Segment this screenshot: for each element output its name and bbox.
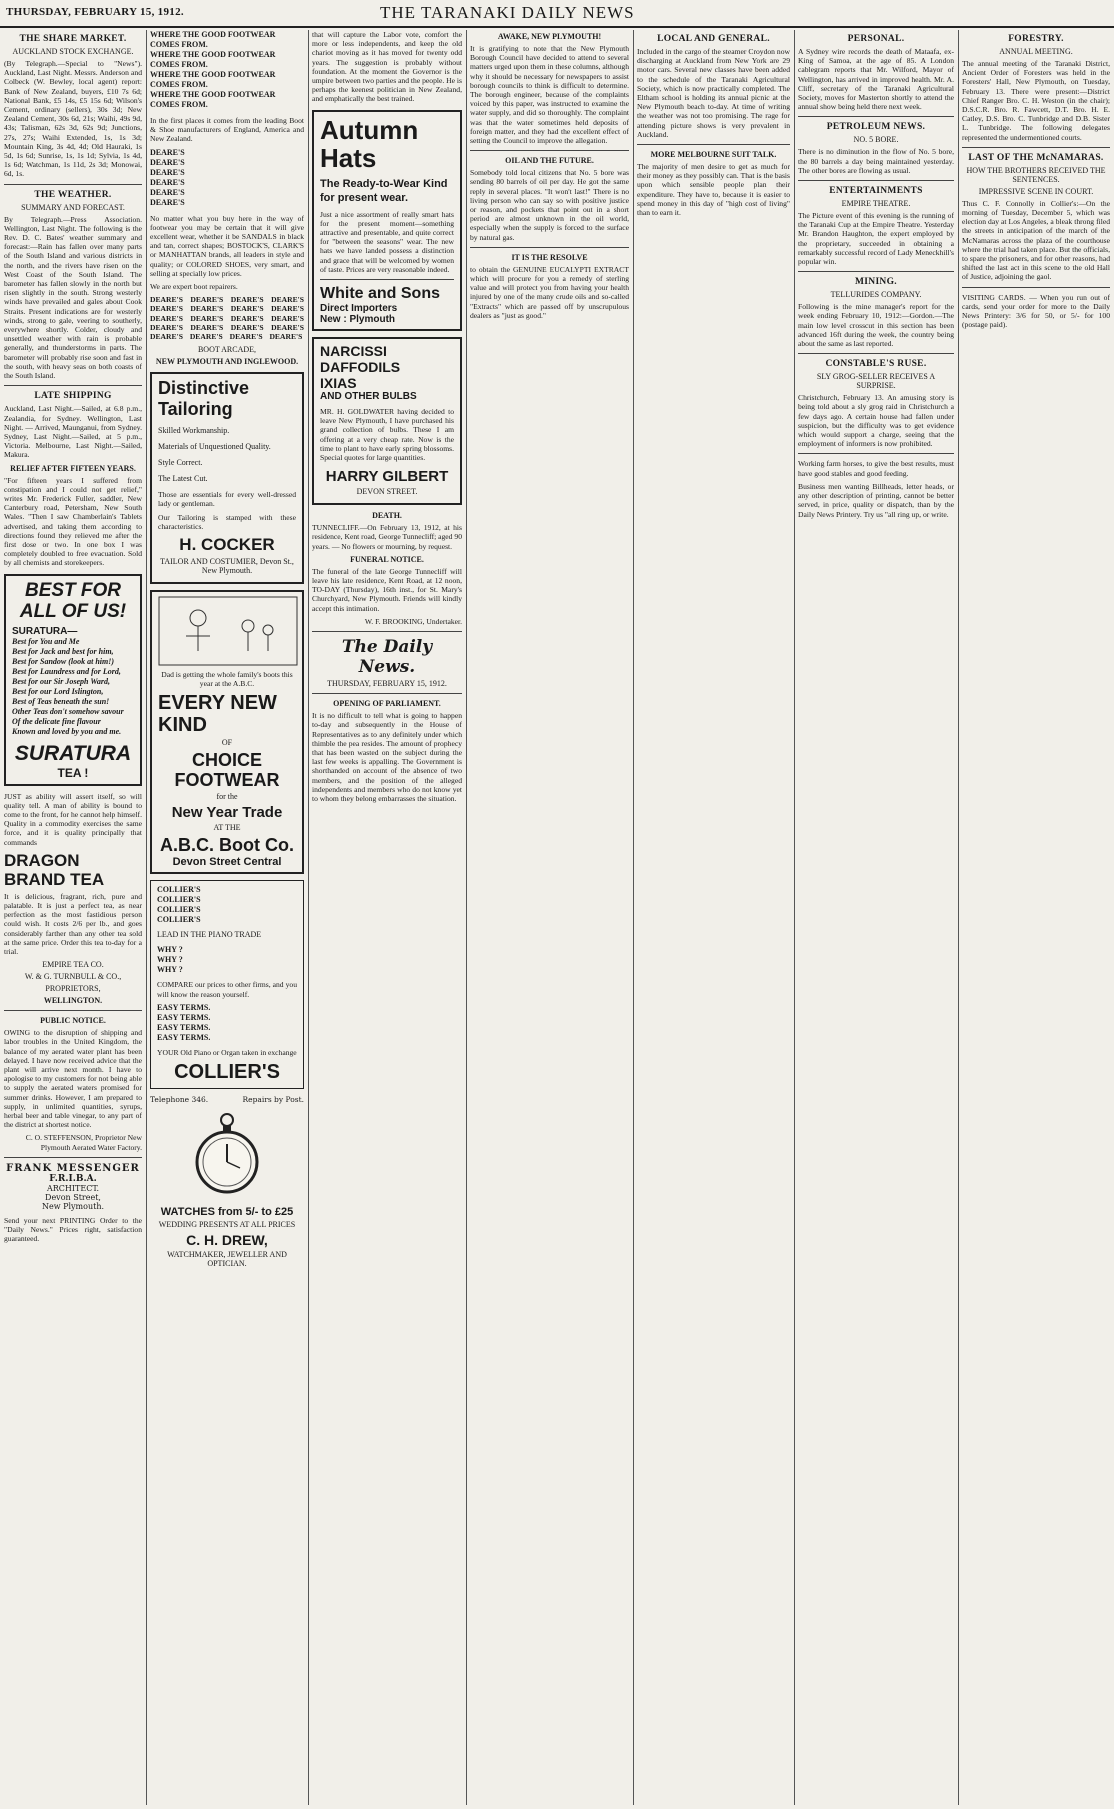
- forestry-heading: FORESTRY.: [1008, 34, 1064, 44]
- easy-4: EASY TERMS.: [157, 1032, 211, 1042]
- suratura-brand: SURATURA: [14, 741, 132, 765]
- footwear-line-3: WHERE THE GOOD FOOTWEAR COMES FROM.: [150, 70, 276, 89]
- mining-heading: MINING.: [855, 277, 897, 288]
- printing-notice: Send your next PRINTING Order to the "Daily News." Prices right, satisfaction guaranteed.: [4, 1215, 142, 1244]
- masthead: [0, 0, 1114, 28]
- telephone-text: Telephone 346.: [150, 1095, 209, 1105]
- tailoring-item-1: Skilled Workmanship.: [158, 426, 230, 436]
- every-new-kind: EVERY NEW KIND: [158, 692, 277, 737]
- visiting-cards-text: VISITING CARDS. — When you run out of cards, send your order for more to the Daily News Printery: 3/6 for 50, or 5/- for 100 (postage paid).: [962, 292, 1110, 330]
- tailoring-item-4: The Latest Cut.: [158, 474, 208, 484]
- constable-text: Christchurch, February 13. An amusing story is being told about a sly grog raid in Christchurch a few days ago. A certain house had fallen under suspicion, but the difficulty was to get evidence which would support a charge, seeing that the employment of informers is now prohibited.: [798, 393, 954, 449]
- architect-title: ARCHITECT.: [46, 1183, 100, 1193]
- suratura-tea: TEA !: [57, 765, 89, 780]
- collier-line-4: COLLIER'S: [157, 915, 201, 925]
- tailoring-title: Distinctive Tailoring: [158, 378, 250, 420]
- drew-name: C. H. DREW,: [186, 1232, 268, 1249]
- harry-location: DEVON STREET.: [356, 487, 418, 497]
- bulbs-advert: [312, 337, 462, 505]
- deares-a-1: DEARE'S: [150, 147, 185, 157]
- abc-boot-co: A.B.C. Boot Co.: [160, 835, 294, 856]
- tailoring-note: Those are essentials for every well-dressed lady or gentleman.: [158, 490, 296, 509]
- masthead-title: THE TARANAKI DAILY NEWS: [380, 3, 635, 22]
- pocket-watch-icon: [192, 1110, 262, 1200]
- deares-a-6: DEARE'S: [150, 197, 185, 207]
- divider: [470, 150, 629, 151]
- bulb-line-4: AND OTHER BULBS: [320, 391, 417, 403]
- cocker-sub: TAILOR AND COSTUMIER, Devon St., New Plymouth.: [160, 557, 294, 576]
- masthead-date: THURSDAY, FEBRUARY 15, 1912.: [6, 6, 184, 18]
- impressive-scene: IMPRESSIVE SCENE IN COURT.: [978, 186, 1094, 196]
- goldwater-text: MR. H. GOLDWATER having decided to leave New Plymouth, I have purchased his grand collection of bulbs. These I am offering at a very cheap rate. Now is the time to plant to have early spring blossoms. Special quotes for large quantities.: [320, 407, 454, 463]
- column-5: [637, 30, 790, 1805]
- white-location: New : Plymouth: [320, 314, 396, 326]
- suratura-verse-6: Best for our Lord Islington,: [12, 686, 104, 696]
- architect-name: FRANK MESSENGER: [6, 1162, 140, 1174]
- parliament-heading: OPENING OF PARLIAMENT.: [333, 699, 441, 709]
- compare-text: COMPARE our prices to other firms, and you will know the reason yourself.: [157, 980, 297, 999]
- suit-talk-text: The majority of men desire to get as much for their money as they possibly can. That is the basis upon which sensible people plan their expenditure. They have to, because it is easier to spend money in this day of "high cost of living" than to earn it.: [637, 162, 790, 218]
- public-notice-signature: C. O. STEFFENSON, Proprietor New Plymouth Aerated Water Factory.: [25, 1133, 142, 1152]
- boot-town: NEW PLYMOUTH AND INGLEWOOD.: [155, 357, 299, 367]
- ready-to-wear: The Ready-to-Wear Kind for present wear.: [320, 177, 448, 204]
- divider: [470, 247, 629, 248]
- death-heading: DEATH.: [372, 511, 402, 521]
- easy-1: EASY TERMS.: [157, 1002, 211, 1012]
- just-as-text: JUST as ability will assert itself, so will quality tell. A man of ability is bound to come to the front, for he cannot help himself. Quality in a commodity exercises the same force, and it is quality principally that commands: [4, 791, 142, 847]
- footwear-line-2: WHERE THE GOOD FOOTWEAR COMES FROM.: [150, 50, 276, 69]
- empire-line-2: W. & G. TURNBULL & CO.,: [24, 972, 122, 982]
- oil-heading: OIL AND THE FUTURE.: [505, 156, 594, 166]
- mining-text: Following is the mine manager's report for the week ending February 10, 1912:—Gordon.—The main low level crosscut in this section has been advanced 16ft during the week, the country being about the same as last reported.: [798, 302, 954, 349]
- relief-heading: RELIEF AFTER FIFTEEN YEARS.: [10, 463, 136, 473]
- weather-heading: THE WEATHER.: [34, 189, 112, 200]
- petroleum-text: There is no diminution in the flow of No. 5 bore, the 80 barrels a day being maintained yesterday. The other bores are flowing as usual.: [798, 147, 954, 175]
- first-places-text: In the first places it comes from the leading Boot & Shoe manufacturers of England, America and New Zealand.: [150, 116, 304, 144]
- abc-caption: Dad is getting the whole family's boots this year at the A.B.C.: [161, 670, 293, 689]
- awake-heading: AWAKE, NEW PLYMOUTH!: [497, 32, 602, 41]
- divider: [4, 184, 142, 185]
- tailoring-stamp: Our Tailoring is stamped with these characteristics.: [158, 512, 296, 531]
- dragon-brand: DRAGON BRAND TEA: [4, 850, 105, 889]
- easy-3: EASY TERMS.: [157, 1022, 211, 1032]
- wedding-line: WEDDING PRESENTS AT ALL PRICES: [158, 1220, 296, 1230]
- divider: [312, 631, 462, 632]
- empire-line-3: PROPRIETORS,: [45, 984, 101, 994]
- family-illustration: [158, 596, 298, 666]
- white-sons-name: White and Sons: [320, 285, 440, 303]
- parliament-text: It is no difficult to tell what is going to happen to-day and subsequently in the House of Representatives as to any definitely under which thimble the pea resides. The amount of prophecy that has been wasted on the subject during the last few weeks is appalling. The Government is shorthanded on account of the absence of two members, and the position of the alleged independents and members who do not know yet to whom they belong embarrasses the situation.: [312, 711, 462, 803]
- divider: [320, 279, 454, 280]
- choice-footwear: CHOICE FOOTWEAR: [174, 750, 280, 791]
- lead-piano: LEAD IN THE PIANO TRADE: [157, 930, 262, 940]
- petroleum-subheading: NO. 5 BORE.: [853, 135, 899, 145]
- constable-heading: CONSTABLE'S RUSE.: [825, 359, 927, 370]
- column-1: [4, 30, 142, 1805]
- column-rule: [146, 30, 147, 1805]
- deares-a-3: DEARE'S: [150, 167, 185, 177]
- footwear-line-4: WHERE THE GOOD FOOTWEAR COMES FROM.: [150, 90, 276, 109]
- tailoring-advert: [150, 372, 304, 584]
- shipping-heading: LATE SHIPPING: [34, 391, 112, 402]
- share-market-subheading: AUCKLAND STOCK EXCHANGE.: [12, 47, 134, 56]
- share-market-text: (By Telegraph.—Special to "News"). Auckland, Last Night. Messrs. Anderson and Colbeck (W. Bewley, local agent) report: Bank of New Zealand, buyers, £10 7s 6d; National Bank, £5 14s, £5 15s 6d; Wilson's Cement, ordinary (sellers), 30s 3d; New Zealand Cement, 30s 6d, 21s; Waihi, 49s 9d, 43s; Talisman, 62s 3d, 62s 9d; Junctions, 27s, 27s; Waihi Extended, 1s, 1s 3d; Mountain King, 3s 4d, 4d; Old Hauraki, 1s 5d, 1s 6d; Sunrise, 1s, 1s 1d; Sylvia, 1s 4d, 1s 6d; Watchman, 1s 11d, 2s 3d; Monowai, 6d, 1s.: [4, 59, 142, 179]
- divider: [798, 180, 954, 181]
- dragon-text: It is delicious, fragrant, rich, pure and palatable. It is just a perfect tea, as near perfection as the most fastidious person could wish. It costs 2/6 per lb., and goes considerably farther than any other tea sold at the same price. Order this tea to-day for a trial.: [4, 891, 142, 956]
- at-the-text: AT THE: [213, 823, 241, 833]
- divider: [4, 385, 142, 386]
- for-the-text: for the: [216, 792, 238, 802]
- why-3: WHY ?: [157, 965, 183, 975]
- death-text: TUNNECLIFF.—On February 13, 1912, at his residence, Kent road, George Tunnecliff; aged 90 years. — No flowers or mourning, by request.: [312, 523, 462, 551]
- business-printing-text: Business men wanting Billheads, letter heads, or any other description of printing, cannot be better served, in price, quality or dispatch, than by the Daily News Printery. Try us "all ring up, or write.: [798, 481, 954, 519]
- funeral-text: The funeral of the late George Tunnecliff will leave his late residence, Kent Road, at 12 noon, TO-DAY (Thursday), 16th inst., for St. Mary's Churchyard, New Plymouth. Friends will kindly accept this intimation.: [312, 566, 462, 613]
- collier-line-3: COLLIER'S: [157, 905, 201, 915]
- bulb-line-2: DAFFODILS: [320, 359, 401, 376]
- suratura-verse-10: Known and loved by you and me.: [12, 726, 122, 736]
- harry-gilbert: HARRY GILBERT: [325, 468, 449, 486]
- divider: [962, 147, 1110, 148]
- deares-grid: DEARE'S DEARE'S DEARE'S DEARE'S DEARE'S DEARE'S DEARE'S DEARE'S DEARE'S DEARE'S DEARE'S DEARE'S DEARE'S DEARE'S DEARE'S DEARE'S DEARE'S DEARE'S DEARE'S DEARE'S: [150, 295, 304, 342]
- deares-a-5: DEARE'S: [150, 187, 185, 197]
- column-rule: [633, 30, 634, 1805]
- oil-text: Somebody told local citizens that No. 5 bore was sending 80 barrels of oil per day. He got the same reply in several places. "It won't last!" There is no living person who can say so with positive justice or reason, and pockets that point out in a short period are almost unknown in the oil world, especially when the supply is forced to the surface by natural gas.: [470, 168, 629, 242]
- deares-a-4: DEARE'S: [150, 177, 185, 187]
- petroleum-heading: PETROLEUM NEWS.: [826, 122, 926, 133]
- column-6: [798, 30, 954, 1805]
- local-general-text: Included in the cargo of the steamer Croydon now discharging at Auckland from New York are 29 motor cars. Several new classes have been added to the schedule of the Taranaki Agricultural Society, which is now practically completed. The Eltham school is holding its annual picnic at the New Plymouth beach to-day. At time of writing the weather was not too promising. The rage for attending picture shows is very prevalent in Auckland.: [637, 47, 790, 139]
- mcnamaras-heading: LAST OF THE McNAMARAS.: [968, 152, 1104, 163]
- architect-street: Devon Street,: [45, 1192, 101, 1202]
- column-3: [312, 30, 462, 1805]
- abc-location: Devon Street Central: [172, 856, 282, 869]
- boot-arcade: BOOT ARCADE,: [197, 345, 257, 355]
- awake-text: It is gratifying to note that the New Plymouth Borough Council have decided to attend to several matters urged upon them in these columns, although why it should be necessary for newspapers to assist borough councils to think is difficult to determine. The borough engineer, because of the complaints voiced by this paper, was instructed to examine the water supply, and did so thoroughly. The complaint was that the water sometimes held deposits of foreign matter, and they had the excellent effect of setting the Council to improve the allegation.: [470, 44, 629, 146]
- empire-theatre-subheading: EMPIRE THEATRE.: [841, 199, 911, 209]
- abc-advert: [150, 590, 304, 874]
- relief-text: "For fifteen years I suffered from constipation and I could not get relief," writes Mr. Frederick Fuller, saddler, New Canterbury road, Petersham, New South Wales. "Then I saw Chamberlain's Tablets advertised, and taking them according to directions found they relieved me after the first dose or two. In one box I was completely doubled to free evacuation. Sold by all chemists and storekeepers.: [4, 475, 142, 568]
- divider: [962, 287, 1110, 288]
- suratura-verse-2: Best for Jack and best for him,: [12, 646, 114, 656]
- why-1: WHY ?: [157, 945, 183, 955]
- watches-line: WATCHES from 5/- to £25: [160, 1206, 294, 1219]
- entertainments-heading: ENTERTAINMENTS: [829, 186, 923, 197]
- collier-brand: COLLIER'S: [174, 1061, 280, 1084]
- funeral-heading: FUNERAL NOTICE.: [350, 554, 424, 564]
- public-notice-heading: PUBLIC NOTICE.: [40, 1016, 106, 1026]
- column-rule: [466, 30, 467, 1805]
- best-for-all-banner: BEST FOR ALL OF US!: [19, 579, 127, 622]
- constable-subheading: SLY GROG-SELLER RECEIVES A SURPRISE.: [816, 372, 936, 391]
- personal-text: A Sydney wire records the death of Mataafa, ex-King of Samoa, at the age of 85. A London cablegram reports that Mr. Wilford, Mayor of Wellington, has arrived in improved health. Mr. A. Cliff, secretary of the Taranaki Agricultural Society, moves for Masterton shortly to attend the annual show being held there next week.: [798, 47, 954, 112]
- working-horses-text: Working farm horses, to give the best results, must have good stables and good feeding.: [798, 459, 954, 478]
- easy-2: EASY TERMS.: [157, 1012, 211, 1022]
- resolve-heading: IT IS THE RESOLVE: [511, 252, 588, 262]
- drew-contact-row: [150, 1095, 304, 1104]
- tailoring-item-3: Style Correct.: [158, 458, 203, 468]
- suratura-verse-4: Best for Laundress and for Lord,: [12, 666, 121, 676]
- share-market-heading: THE SHARE MARKET.: [19, 34, 127, 44]
- column-2: [150, 30, 304, 1805]
- empire-theatre-text: The Picture event of this evening is the running of the Taranaki Cup at the Empire Theatre. Yesterday Mr. Brandon Haughton, the expert employed by the proprietary, succeeded in obtaining a remarkably successful record of Lady Meneckhill's popular win.: [798, 211, 954, 267]
- column-rule: [958, 30, 959, 1805]
- architect-qual: F.R.I.B.A.: [49, 1173, 97, 1184]
- tailoring-item-2: Materials of Unquestioned Quality.: [158, 442, 271, 452]
- column-4: [470, 30, 629, 1805]
- personal-heading: PERSONAL.: [847, 34, 905, 44]
- collier-line-1: COLLIER'S: [157, 885, 201, 895]
- local-general-heading: LOCAL AND GENERAL.: [657, 34, 770, 44]
- divider: [798, 353, 954, 354]
- suratura-verse-9: Of the delicate fine flavour: [12, 716, 101, 726]
- suratura-advert: [4, 574, 142, 786]
- suratura-verse-5: Best for our Sir Joseph Ward,: [12, 676, 110, 686]
- divider: [4, 1010, 142, 1011]
- cocker-name: H. COCKER: [179, 535, 275, 555]
- bulb-line-1: NARCISSI: [320, 343, 387, 360]
- divider: [637, 144, 790, 145]
- empire-line-1: EMPIRE TEA CO.: [42, 960, 104, 970]
- resolve-text: to obtain the GENUINE EUCALYPTI EXTRACT which will procure for you a remedy of sterling value and will protect you from having your health injured by one of the many crude oils and so-called "Extracts" which are passed off by unscrupulous dealers as "just as good.": [470, 264, 629, 320]
- suratura-verse-8: Other Teas don't somehow savour: [12, 706, 124, 716]
- mcnamaras-text: Thus C. F. Connolly in Collier's:—On the morning of Tuesday, December 5, which was election day at Los Angeles, a bleak throng filed the streets in anticipation of the march of the McNamaras across the plaza of the courthouse where the trial had taken place. But the officials, to spare the prisoners, and for other reasons, had shifted the last act in this scene to the old Hall of Justice, adjoining the gaol.: [962, 198, 1110, 282]
- footwear-line-1: WHERE THE GOOD FOOTWEAR COMES FROM.: [150, 30, 276, 49]
- collier-advert: [150, 880, 304, 1089]
- suratura-verse-1: Best for You and Me: [12, 636, 80, 646]
- hats-assortment: Just a nice assortment of really smart hats for the present moment—something attractive and presentable, and quite correct for "between the seasons" wear. The new hats we have landed possess a distinction and grace that will be welcomed by women of taste. Prices are very reasonable indeed.: [320, 209, 454, 274]
- deares-a-2: DEARE'S: [150, 157, 185, 167]
- forestry-subheading: ANNUAL MEETING.: [999, 47, 1073, 56]
- new-year-trade: New Year Trade: [171, 804, 283, 822]
- intro-text: that will capture the Labor vote, comfort the more or less independents, and keep the old chariot moving as it has moved for twenty odd years. The suggestion is probably without foundation. At the moment the Governor is the umpire between two parties and the people. He is perhaps the keenest politician in New Zealand, and emphatically the best trained.: [312, 30, 462, 104]
- autumn-hats-title: Autumn Hats: [320, 114, 419, 173]
- suratura-line: SURATURA—: [12, 625, 78, 637]
- collier-line-2: COLLIER'S: [157, 895, 201, 905]
- column-rule: [794, 30, 795, 1805]
- divider: [312, 693, 462, 694]
- weather-subheading: SUMMARY AND FORECAST.: [21, 202, 125, 212]
- divider: [798, 116, 954, 117]
- empire-line-4: WELLINGTON.: [43, 996, 103, 1006]
- column-rule: [308, 30, 309, 1805]
- daily-news-date: THURSDAY, FEBRUARY 15, 1912.: [327, 679, 447, 689]
- divider: [4, 1157, 142, 1158]
- funeral-signature: W. F. BROOKING, Undertaker.: [364, 616, 462, 626]
- your-old-text: YOUR Old Piano or Organ taken in exchange: [157, 1047, 297, 1057]
- no-matter-text: No matter what you buy here in the way of footwear you may be certain that it will give excellent wear, whether it be SANDALS in black and tan, correct shapes; BOSTOCK'S, CLARK'S or MANHATTAN brands, all leaders in style and quality; or COLORED SHOES, very smart, and selling at specially low prices.: [150, 213, 304, 278]
- public-notice-text: OWING to the disruption of shipping and labor troubles in the United Kingdom, the balance of my aerated water plant has been delayed. I have now received advice that the plant will arrive next month. I have to apologise to my customers for not being able to supply the aerated waters promised for summer drinks. However, I am prepared to supply, in unlimited quantities, syrups, herbal beer and table vinegar, to any part of the district at shortest notice.: [4, 1028, 142, 1130]
- shipping-text: Auckland, Last Night.—Sailed, at 6.8 p.m., Zealandia, for Sydney. Wellington, Last Night. — Arrived, Maunganui, from Sydney. Sydney, Last Night.—Sailed, at 5 p.m., Victoria. Melbourne, Last Night.—Sailed, Makura.: [4, 404, 142, 460]
- weather-text: By Telegraph.—Press Association. Wellington, Last Night. The following is the Rev. D. C. Bates' weather summary and forecast:—Rain has fallen over many parts of the South Island and various districts in the north, and the rivers have risen on the West Coast of the South Island. The barometer has fallen slowly in the north but risen slightly in the south. Strong westerly winds have prevailed and gales about Cook Straits. Present indications are for westerly winds, strong to gale, veering to southerly, everywhere shortly. Colder, cloudy and unsettled weather with rain is probable generally, and thunderstorms in parts. The barometer will probably rise soon and fast in the south, with heavy seas on both coasts of the South Island.: [4, 214, 142, 381]
- repairs-post-text: Repairs by Post.: [242, 1095, 304, 1105]
- repairers-text: We are expert boot repairers.: [150, 282, 238, 292]
- column-7: [962, 30, 1110, 1805]
- divider: [798, 453, 954, 454]
- drew-sub: WATCHMAKER, JEWELLER AND OPTICIAN.: [167, 1250, 287, 1269]
- why-2: WHY ?: [157, 955, 183, 965]
- tellurides-subheading: TELLURIDES COMPANY.: [830, 290, 922, 300]
- direct-importers: Direct Importers: [320, 303, 398, 315]
- of-text: OF: [221, 738, 233, 748]
- autumn-hats-advert: [312, 110, 462, 331]
- architect-town: New Plymouth.: [41, 1201, 105, 1211]
- suratura-verse-3: Best for Sandow (look at him!): [12, 656, 115, 666]
- mcnamaras-subheading: HOW THE BROTHERS RECEIVED THE SENTENCES.: [966, 165, 1106, 184]
- suratura-verse-7: Best of Teas beneath the sun!: [12, 696, 110, 706]
- daily-news-nameplate: The Daily News.: [341, 637, 433, 678]
- suit-talk-heading: MORE MELBOURNE SUIT TALK.: [650, 150, 777, 160]
- divider: [798, 271, 954, 272]
- bulb-line-3: IXIAS: [320, 375, 357, 392]
- forestry-text: The annual meeting of the Taranaki District, Ancient Order of Foresters was held in the Foresters' Hall, New Plymouth, on Tuesday, February 13. There were present:—District Chief Ranger Bro. C. H. Weston (in the chair); D.S.C.R. Bro. R. Fawcett, D.T. Bro. H. E. Catley, D.S. Bro. C. Tunbridge and D.B. Sister L. Tunbridge. The following delegates represented the undermentioned courts.: [962, 59, 1110, 142]
